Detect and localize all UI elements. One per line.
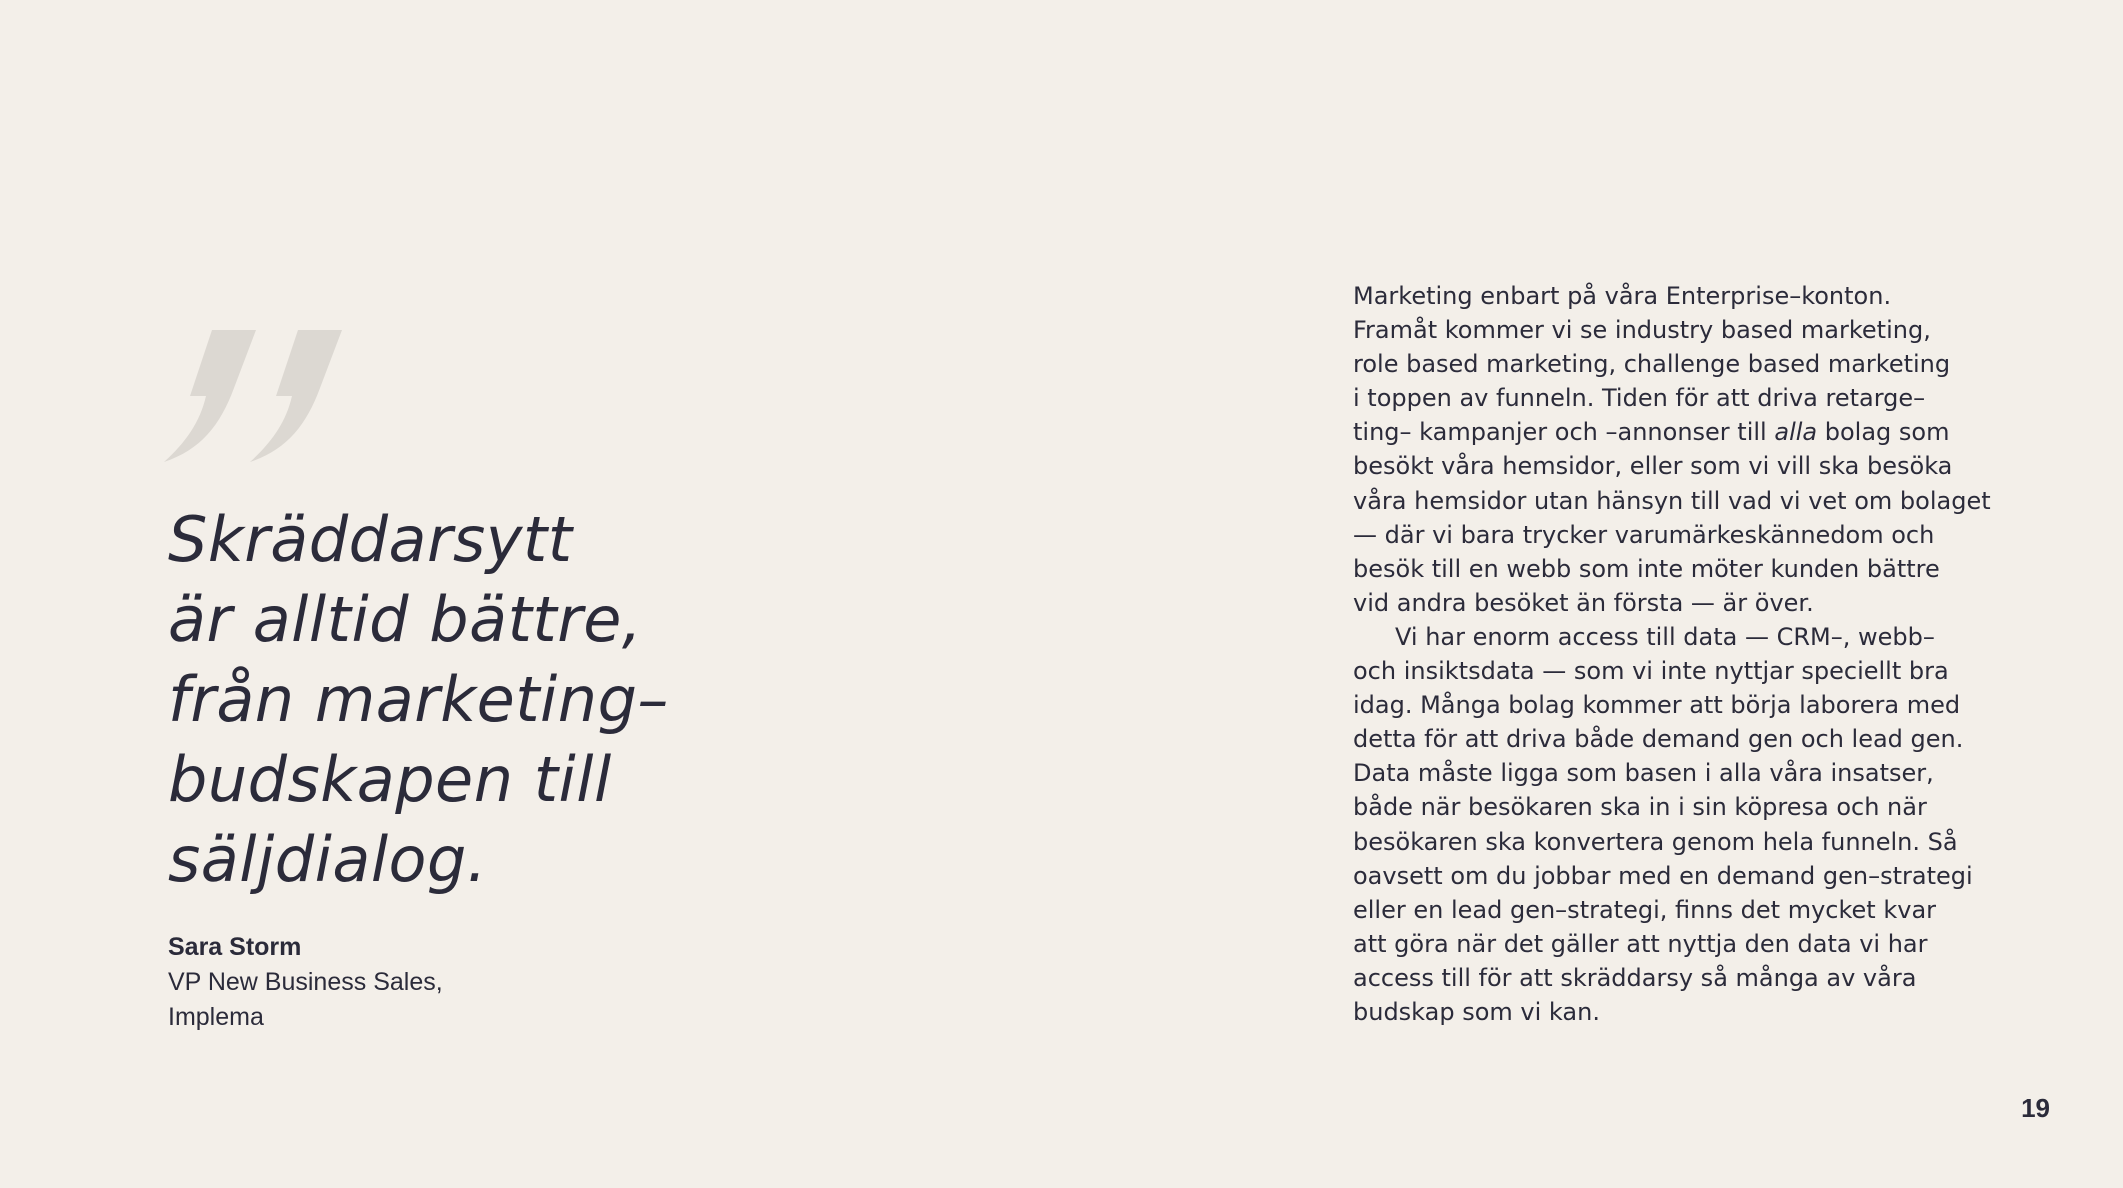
author-name: Sara Storm bbox=[168, 933, 302, 961]
author-company: Implema bbox=[168, 1003, 264, 1031]
body-line: role based marketing, challenge based marketing bbox=[1353, 350, 1951, 379]
body-text-run: bolag som bbox=[1817, 418, 1950, 447]
body-line: besökt våra hemsidor, eller som vi vill ska besöka bbox=[1353, 452, 1953, 481]
body-line: eller en lead gen–strategi, finns det mycket kvar bbox=[1353, 895, 1937, 924]
author-role: VP New Business Sales, bbox=[168, 968, 443, 996]
emphasized-word: alla bbox=[1774, 418, 1818, 447]
pull-quote-line: är alltid bättre, bbox=[168, 583, 643, 656]
body-line: budskap som vi kan. bbox=[1353, 997, 1600, 1026]
body-line: Framåt kommer vi se industry based marketing, bbox=[1353, 316, 1931, 345]
body-line: och insiktsdata — som vi inte nyttjar speciellt bra bbox=[1353, 657, 1949, 686]
pull-quote-block bbox=[168, 500, 788, 1035]
page-number: 19 bbox=[2021, 1093, 2050, 1123]
quote-attribution bbox=[168, 930, 788, 1035]
body-line: — där vi bara trycker varumärkeskännedom och bbox=[1353, 520, 1935, 549]
body-line: i toppen av funneln. Tiden för att driva retarge– bbox=[1353, 384, 1926, 413]
body-text-run: ting– kampanjer och –annonser till bbox=[1353, 418, 1775, 447]
body-line: detta för att driva både demand gen och lead gen. bbox=[1353, 725, 1964, 754]
closing-quotation-mark-icon bbox=[164, 330, 344, 470]
pull-quote-line: budskapen till bbox=[168, 743, 612, 816]
body-line-with-emphasis bbox=[1353, 415, 1993, 449]
body-line: access till för att skräddarsy så många av våra bbox=[1353, 963, 1917, 992]
body-line: både när besökaren ska in i sin köpresa och när bbox=[1353, 793, 1927, 822]
body-line-paragraph-start: Vi har enorm access till data — CRM–, webb– bbox=[1395, 622, 1935, 651]
pull-quote-line: säljdialog. bbox=[168, 823, 488, 896]
body-line: att göra när det gäller att nyttja den data vi har bbox=[1353, 929, 1928, 958]
body-line: våra hemsidor utan hänsyn till vad vi vet om bolaget bbox=[1353, 486, 1991, 515]
body-line: oavsett om du jobbar med en demand gen–strategi bbox=[1353, 861, 1973, 890]
body-line: besökaren ska konvertera genom hela funneln. Så bbox=[1353, 827, 1958, 856]
body-line: Data måste ligga som basen i alla våra insatser, bbox=[1353, 759, 1934, 788]
body-line: vid andra besöket än första — är över. bbox=[1353, 588, 1814, 617]
pull-quote-line: Skräddarsytt bbox=[168, 503, 573, 576]
body-line: idag. Många bolag kommer att börja laborera med bbox=[1353, 691, 1961, 720]
body-line: Marketing enbart på våra Enterprise–konton. bbox=[1353, 282, 1892, 310]
pull-quote bbox=[168, 500, 788, 900]
body-text bbox=[1353, 279, 1993, 1029]
body-line: besök till en webb som inte möter kunden bättre bbox=[1353, 554, 1940, 583]
pull-quote-line: från marketing– bbox=[168, 663, 669, 736]
